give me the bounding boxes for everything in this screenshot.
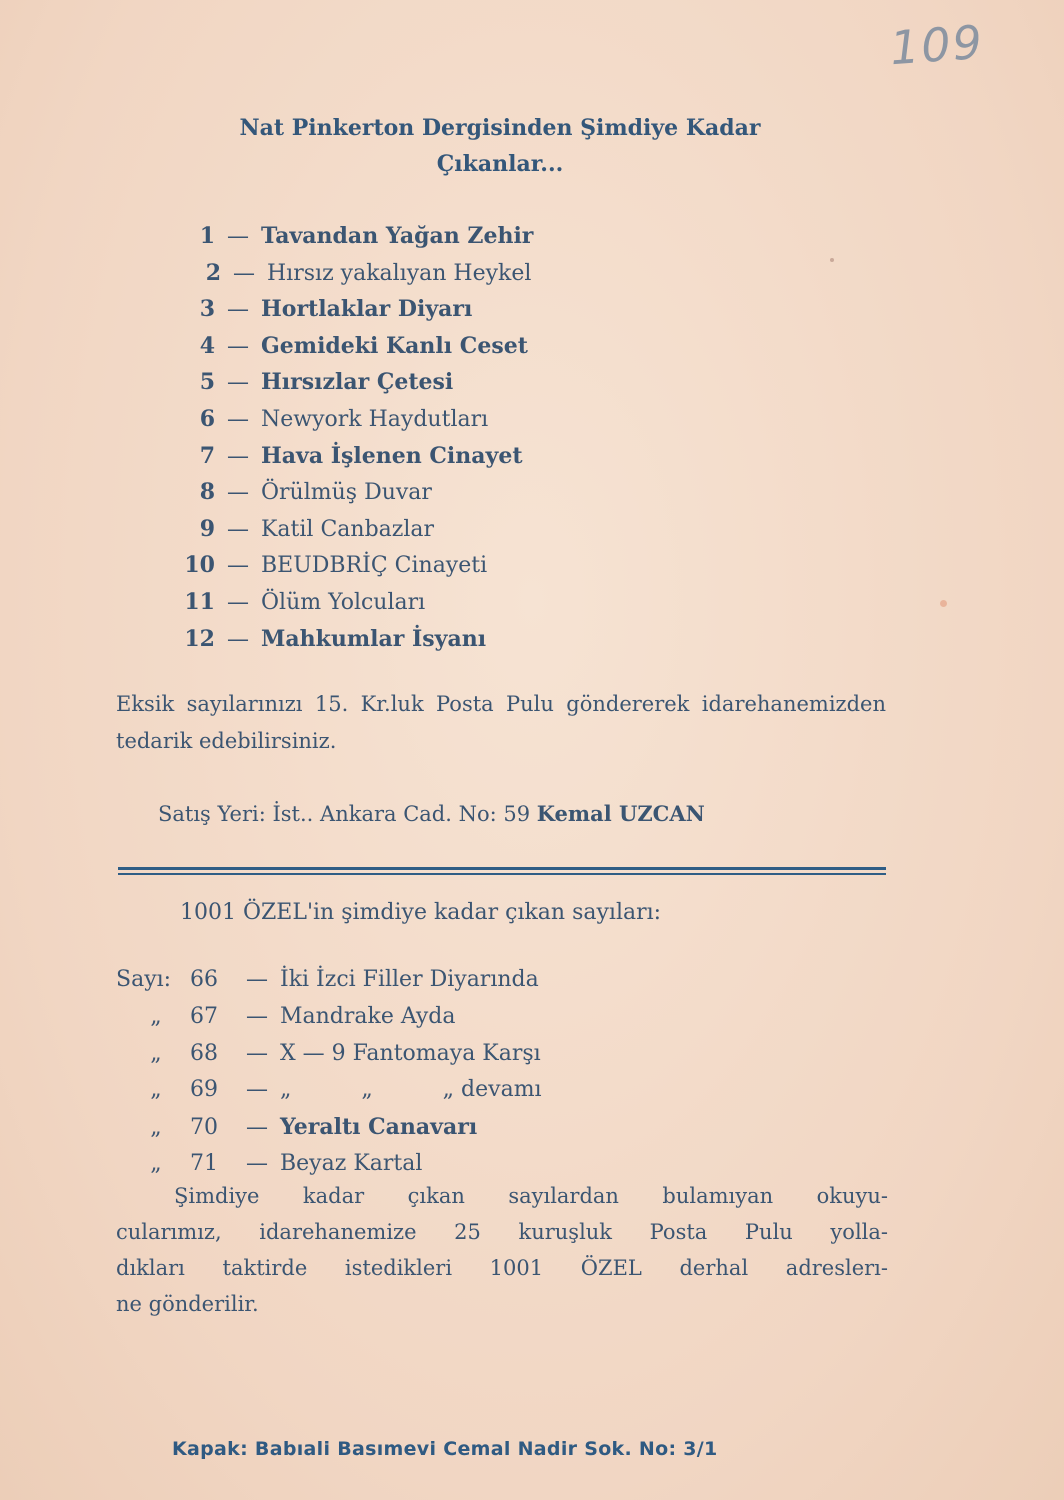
issue-row bbox=[165, 401, 533, 438]
special-row bbox=[116, 1109, 542, 1146]
issue-title: Katil Canbazlar bbox=[261, 516, 435, 542]
sales-contact-name: Kemal UZCAN bbox=[536, 801, 705, 826]
dash: — bbox=[227, 333, 249, 359]
dash: — bbox=[246, 1040, 268, 1066]
special-title: İki İzci Filler Diyarında bbox=[280, 967, 539, 992]
order-note bbox=[116, 1178, 888, 1322]
special-series-title: 1001 ÖZEL'in şimdiye kadar çıkan sayıları: bbox=[180, 900, 662, 925]
special-title: Mandrake Ayda bbox=[280, 1003, 456, 1029]
order-note-line: Şimdiye kadar çıkan sayılardan bulamıyan okuyu- bbox=[174, 1184, 888, 1208]
ditto-mark: „ bbox=[150, 1077, 162, 1103]
ditto-mark: „ bbox=[150, 1150, 162, 1176]
dash: — bbox=[246, 1077, 268, 1103]
dash: — bbox=[227, 589, 249, 615]
issue-number: 6 bbox=[199, 405, 215, 432]
dash: — bbox=[227, 370, 249, 396]
issue-title: Tavandan Yağan Zehir bbox=[261, 223, 534, 249]
issue-number: 2 bbox=[205, 259, 221, 286]
issue-row bbox=[165, 511, 533, 548]
ditto-mark: „ bbox=[150, 1040, 162, 1066]
paper-blemish bbox=[830, 258, 834, 262]
issue-title: Hırsız yakalıyan Heykel bbox=[267, 260, 532, 286]
special-number: 71 bbox=[190, 1150, 218, 1176]
issue-number: 11 bbox=[184, 588, 215, 615]
dash: — bbox=[227, 443, 249, 469]
issue-number: 5 bbox=[199, 369, 215, 396]
issue-row bbox=[165, 218, 533, 255]
issue-number: 8 bbox=[199, 479, 215, 506]
special-row bbox=[116, 999, 542, 1036]
issue-title: Newyork Haydutları bbox=[261, 406, 489, 432]
issue-number: 7 bbox=[199, 442, 215, 469]
issue-title: Örülmüş Duvar bbox=[261, 480, 432, 506]
order-note-line: dıkları taktirde istedikleri 1001 ÖZEL derhal adreslerı- bbox=[116, 1256, 888, 1280]
issue-number: 1 bbox=[199, 223, 215, 249]
issue-title: Ölüm Yolcuları bbox=[261, 589, 426, 615]
special-number: 66 bbox=[190, 967, 218, 992]
special-number: 70 bbox=[190, 1115, 218, 1141]
issue-row bbox=[165, 438, 533, 475]
sales-address: Satış Yeri: İst.. Ankara Cad. No: 59 bbox=[158, 802, 531, 826]
dash: — bbox=[246, 1150, 268, 1176]
order-note-line: ne gönderilir. bbox=[116, 1292, 259, 1316]
page-number: 109 bbox=[888, 14, 986, 76]
dash: — bbox=[227, 480, 249, 506]
issue-number: 10 bbox=[184, 552, 215, 579]
dash: — bbox=[246, 1003, 268, 1029]
divider-line bbox=[118, 873, 886, 875]
divider-line bbox=[118, 867, 886, 870]
special-row bbox=[116, 1036, 542, 1073]
issue-title: Gemideki Kanlı Ceset bbox=[261, 332, 528, 359]
issue-row bbox=[165, 328, 533, 365]
special-title: Beyaz Kartal bbox=[280, 1150, 423, 1176]
issue-row bbox=[165, 474, 533, 511]
missing-issues-note: Eksik sayılarınızı 15. Kr.luk Posta Pulu göndererek idarehanemizden tedarik edebilirsiniz. bbox=[116, 692, 886, 753]
special-title: X — 9 Fantomaya Karşı bbox=[280, 1040, 541, 1066]
issue-title: BEUDBRİÇ Cinayeti bbox=[261, 553, 488, 579]
dash: — bbox=[246, 967, 268, 992]
heading-line-1: Nat Pinkerton Dergisinden Şimdiye Kadar bbox=[239, 115, 761, 141]
issue-title: Hırsızlar Çetesi bbox=[261, 369, 454, 396]
dash: — bbox=[233, 260, 255, 286]
special-title: „ „ „ devamı bbox=[280, 1077, 542, 1103]
issue-row bbox=[165, 621, 533, 658]
order-note-line: cularımız, idarehanemize 25 kuruşluk Posta Pulu yolla- bbox=[116, 1220, 888, 1244]
special-number: 69 bbox=[190, 1077, 218, 1103]
special-row bbox=[116, 962, 542, 999]
issue-number: 12 bbox=[184, 625, 215, 652]
issue-title: Hava İşlenen Cinayet bbox=[261, 442, 523, 469]
dash: — bbox=[227, 406, 249, 432]
issue-row bbox=[165, 291, 533, 328]
ditto-mark: „ bbox=[150, 1003, 162, 1029]
issue-title: Hortlaklar Diyarı bbox=[261, 296, 473, 323]
ditto-mark: „ bbox=[150, 1115, 162, 1141]
printer-imprint: Kapak: Babıali Basımevi Cemal Nadir Sok. No: 3/1 bbox=[172, 1438, 718, 1460]
issue-title: Mahkumlar İsyanı bbox=[261, 625, 487, 652]
dash: — bbox=[227, 626, 249, 652]
issue-list bbox=[165, 218, 533, 657]
special-title: Yeraltı Canavarı bbox=[280, 1114, 478, 1141]
sales-location bbox=[158, 795, 888, 833]
special-row bbox=[116, 1072, 542, 1109]
issue-label: Sayı: bbox=[116, 967, 172, 992]
issue-row bbox=[165, 364, 533, 401]
special-series-list bbox=[116, 962, 542, 1183]
dash: — bbox=[227, 516, 249, 542]
issue-number: 9 bbox=[199, 515, 215, 542]
heading-line-2: Çıkanlar... bbox=[436, 151, 564, 177]
special-number: 68 bbox=[190, 1040, 218, 1066]
issue-number: 3 bbox=[199, 296, 215, 323]
dash: — bbox=[227, 224, 249, 249]
dash: — bbox=[227, 553, 249, 579]
issue-row bbox=[165, 547, 533, 584]
dash: — bbox=[246, 1115, 268, 1141]
paper-blemish bbox=[940, 600, 947, 607]
dash: — bbox=[227, 297, 249, 323]
issue-number: 4 bbox=[199, 332, 215, 359]
issue-row bbox=[171, 255, 539, 292]
special-number: 67 bbox=[190, 1003, 218, 1029]
issue-row bbox=[165, 584, 533, 621]
